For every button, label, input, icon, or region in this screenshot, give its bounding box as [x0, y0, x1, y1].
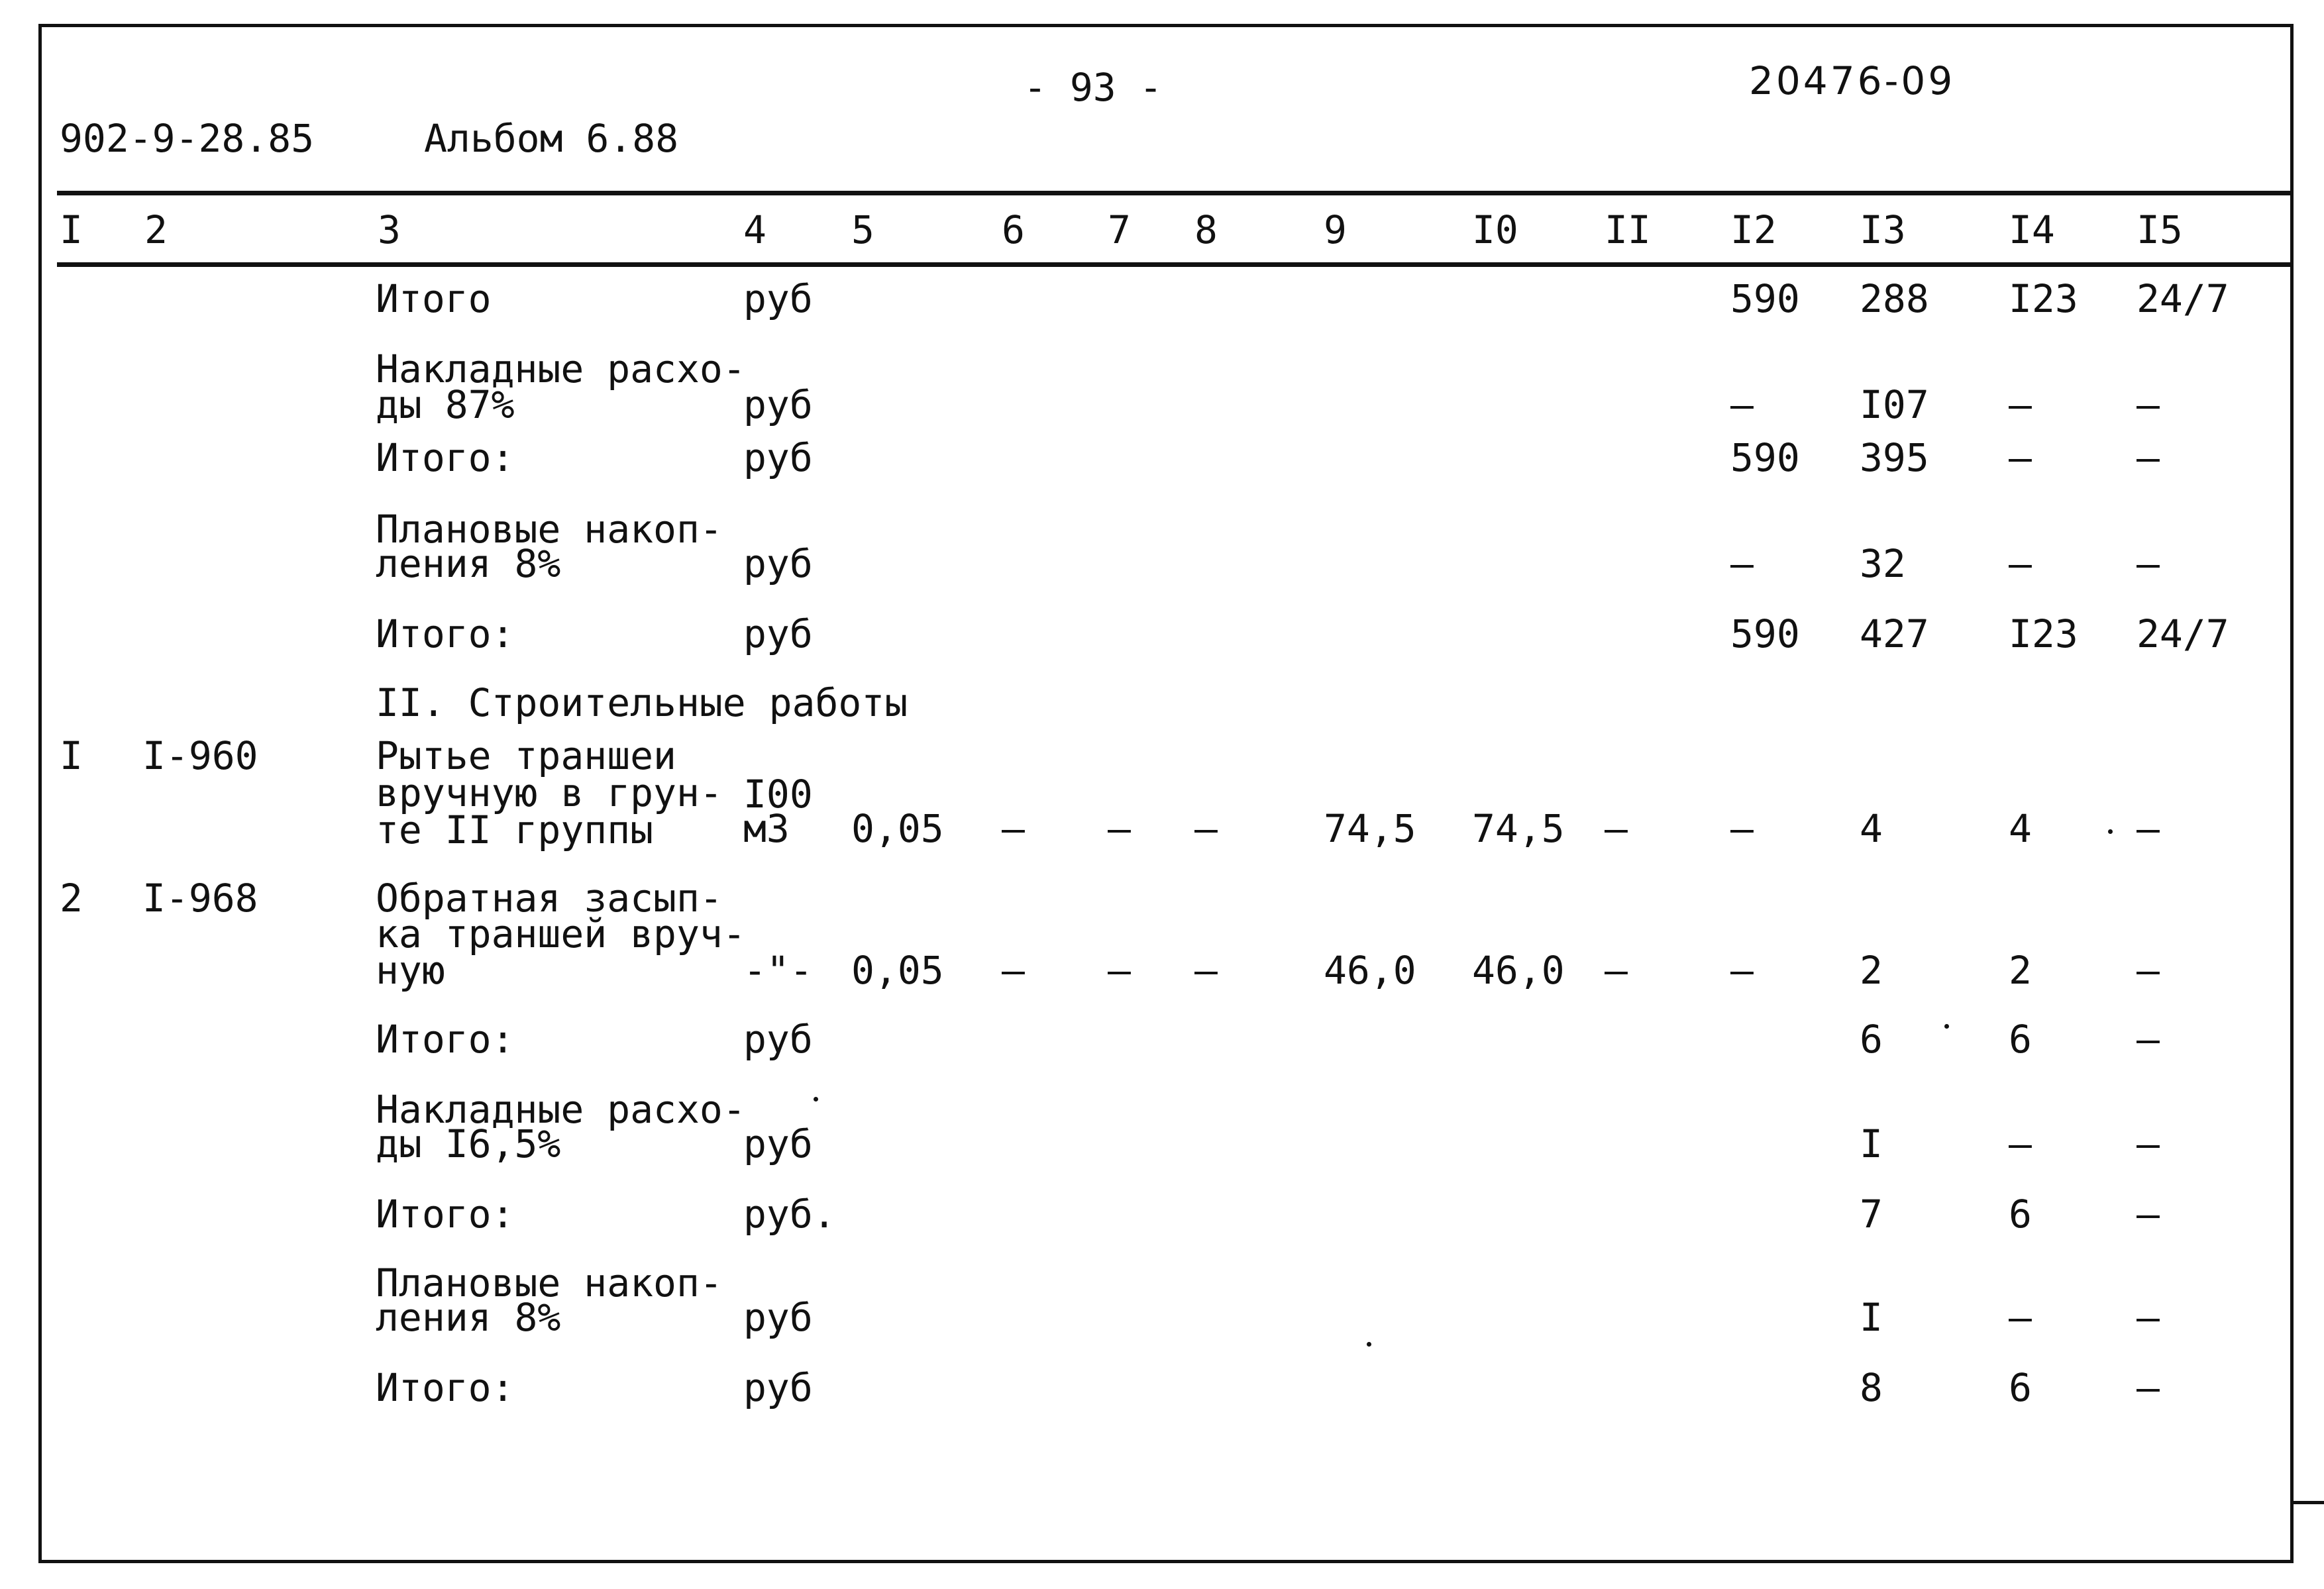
- row-name: Итого:: [376, 435, 515, 480]
- cell-c12: 590: [1730, 276, 1800, 321]
- cell-c12: –: [1730, 948, 1754, 993]
- cell-c13: I07: [1860, 382, 1929, 427]
- row-number: 2: [60, 876, 83, 921]
- row-name-line2: ды 87%: [376, 382, 515, 427]
- cell-c12: 590: [1730, 611, 1800, 656]
- section-heading: II. Строительные работы: [376, 680, 908, 725]
- row-unit: руб: [743, 541, 813, 586]
- cell-c14: –: [2009, 435, 2032, 480]
- cell-c14: –: [2009, 382, 2032, 427]
- row-name: Итого:: [376, 1365, 515, 1410]
- cell-c15: 24/7: [2137, 611, 2229, 656]
- cell-c13: 7: [1860, 1192, 1883, 1237]
- col-header-6: 6: [1002, 207, 1025, 252]
- cell-c11: –: [1605, 806, 1628, 851]
- col-header-8: 8: [1194, 207, 1218, 252]
- cell-c7: –: [1108, 948, 1131, 993]
- cell-c14: I23: [2009, 611, 2078, 656]
- row-name: Итого: [376, 276, 492, 321]
- row-name-line2: ления 8%: [376, 541, 561, 586]
- header-rule-bottom: [57, 262, 2294, 267]
- cell-c15: –: [2137, 435, 2160, 480]
- cell-c12: –: [1730, 541, 1754, 586]
- col-header-13: I3: [1860, 207, 1906, 252]
- row-unit: руб: [743, 1295, 813, 1340]
- cell-c13: 4: [1860, 806, 1883, 851]
- col-header-2: 2: [144, 207, 168, 252]
- cell-c13: I: [1860, 1121, 1883, 1166]
- row-unit-line1: I00: [743, 772, 813, 817]
- cell-c15: –: [2137, 806, 2160, 851]
- cell-c15: –: [2137, 948, 2160, 993]
- col-header-14: I4: [2009, 207, 2055, 252]
- row-name-line2: ления 8%: [376, 1295, 561, 1340]
- col-header-11: II: [1605, 207, 1651, 252]
- row-name-line2: ды I6,5%: [376, 1121, 561, 1166]
- cell-c12: –: [1730, 382, 1754, 427]
- row-unit: руб: [743, 611, 813, 656]
- col-header-5: 5: [851, 207, 874, 252]
- row-name-line1: Рытье траншеи: [376, 733, 676, 778]
- row-unit: руб: [743, 1365, 813, 1410]
- cell-c13: 32: [1860, 541, 1906, 586]
- col-header-15: I5: [2137, 207, 2183, 252]
- cell-c14: –: [2009, 1295, 2032, 1340]
- cell-c15: –: [2137, 1121, 2160, 1166]
- col-header-7: 7: [1108, 207, 1131, 252]
- row-unit: руб: [743, 1017, 813, 1062]
- cell-c12: 590: [1730, 435, 1800, 480]
- col-header-4: 4: [743, 207, 766, 252]
- cell-c14: I23: [2009, 276, 2078, 321]
- cell-c13: 2: [1860, 948, 1883, 993]
- row-code: I-968: [142, 876, 258, 921]
- cell-c8: –: [1194, 806, 1218, 851]
- cell-c15: –: [2137, 1295, 2160, 1340]
- row-unit: руб.: [743, 1192, 836, 1237]
- cell-c5: 0,05: [851, 948, 944, 993]
- cell-c9: 74,5: [1324, 806, 1416, 851]
- row-name-line1: Плановые накоп-: [376, 507, 723, 552]
- page-number: - 93 -: [1024, 65, 1163, 110]
- cell-c6: –: [1002, 948, 1025, 993]
- cell-c13: 395: [1860, 435, 1929, 480]
- row-name: Итого:: [376, 1192, 515, 1237]
- row-name-line1: Накладные расхо-: [376, 1087, 746, 1132]
- frame-edge-mark: [2294, 1501, 2324, 1504]
- cell-c14: 2: [2009, 948, 2032, 993]
- row-name-line2: ка траншей вруч-: [376, 911, 746, 956]
- col-header-10: I0: [1472, 207, 1518, 252]
- row-unit-line2: м3: [743, 806, 790, 851]
- row-code: I-960: [142, 733, 258, 778]
- row-unit: руб: [743, 1121, 813, 1166]
- cell-c8: –: [1194, 948, 1218, 993]
- row-name-line1: Обратная засып-: [376, 876, 723, 921]
- scan-speck: [814, 1097, 818, 1102]
- row-name-line2: вручную в грун-: [376, 770, 723, 815]
- row-unit: -"-: [743, 948, 813, 993]
- doc-code: 902-9-28.85: [60, 116, 315, 161]
- cell-c9: 46,0: [1324, 948, 1416, 993]
- row-unit: руб: [743, 382, 813, 427]
- col-header-9: 9: [1324, 207, 1347, 252]
- row-name: Итого:: [376, 1017, 515, 1062]
- cell-c11: –: [1605, 948, 1628, 993]
- cell-c15: –: [2137, 382, 2160, 427]
- col-header-1: I: [60, 207, 83, 252]
- row-name-line3: ную: [376, 948, 445, 993]
- cell-c15: –: [2137, 1365, 2160, 1410]
- document-ref: 20476-09: [1749, 58, 1956, 103]
- cell-c14: 6: [2009, 1365, 2032, 1410]
- cell-c10: 74,5: [1472, 806, 1565, 851]
- cell-c15: –: [2137, 1192, 2160, 1237]
- cell-c14: –: [2009, 541, 2032, 586]
- cell-c14: 6: [2009, 1017, 2032, 1062]
- row-name-line1: Плановые накоп-: [376, 1260, 723, 1306]
- row-name: Итого:: [376, 611, 515, 656]
- row-name-line3: те II группы: [376, 807, 654, 852]
- cell-c15: –: [2137, 541, 2160, 586]
- album-label: Альбом 6.88: [424, 116, 679, 161]
- cell-c7: –: [1108, 806, 1131, 851]
- cell-c5: 0,05: [851, 806, 944, 851]
- scan-speck: [2108, 829, 2113, 834]
- row-name-line1: Накладные расхо-: [376, 346, 746, 391]
- col-header-3: 3: [378, 207, 401, 252]
- row-unit: руб: [743, 276, 813, 321]
- cell-c15: –: [2137, 1017, 2160, 1062]
- cell-c13: 8: [1860, 1365, 1883, 1410]
- col-header-12: I2: [1730, 207, 1777, 252]
- cell-c6: –: [1002, 806, 1025, 851]
- cell-c14: 6: [2009, 1192, 2032, 1237]
- cell-c13: 288: [1860, 276, 1929, 321]
- row-number: I: [60, 733, 83, 778]
- cell-c14: 4: [2009, 806, 2032, 851]
- cell-c15: 24/7: [2137, 276, 2229, 321]
- cell-c14: –: [2009, 1121, 2032, 1166]
- cell-c13: 6: [1860, 1017, 1883, 1062]
- cell-c10: 46,0: [1472, 948, 1565, 993]
- cell-c13: 427: [1860, 611, 1929, 656]
- row-unit: руб: [743, 435, 813, 480]
- header-rule-top: [57, 191, 2294, 195]
- cell-c12: –: [1730, 806, 1754, 851]
- cell-c13: I: [1860, 1295, 1883, 1340]
- scan-speck: [1944, 1024, 1949, 1029]
- scan-speck: [1367, 1342, 1371, 1347]
